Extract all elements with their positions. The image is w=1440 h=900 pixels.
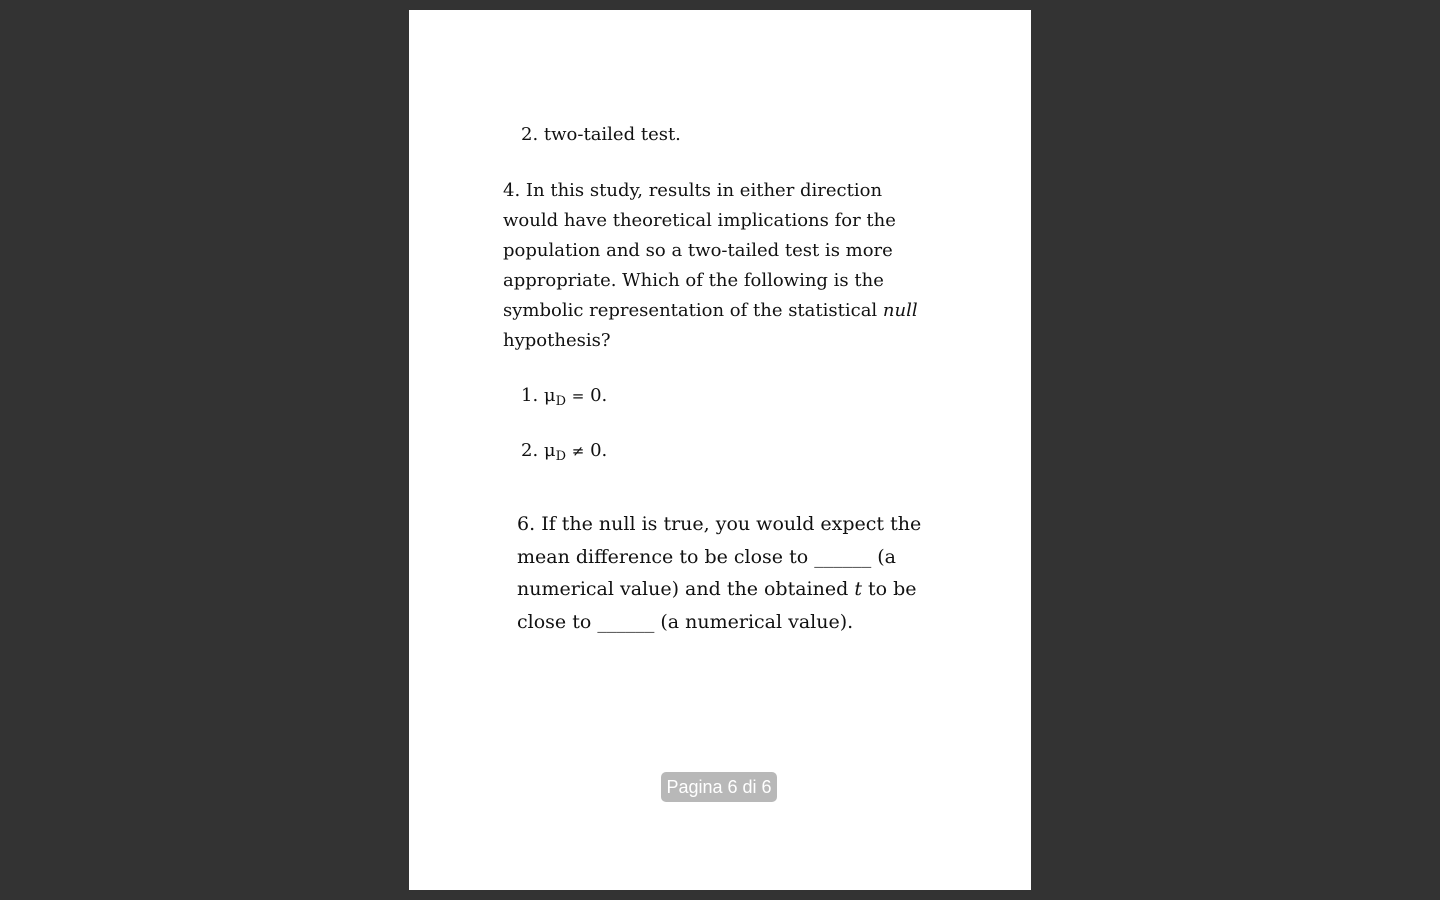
question-4-option-1 <box>521 385 608 409</box>
question-4-body-end: hypothesis? <box>503 330 611 351</box>
question-6-part2: (a numerical value) and the obtained <box>517 545 897 600</box>
document-page <box>409 10 1031 890</box>
question-4-number: 4. <box>503 180 521 201</box>
option-number: 2. <box>521 440 539 461</box>
mu-subscript: D <box>555 394 567 409</box>
question-6-part4: (a numerical value). <box>660 610 854 633</box>
question-6-text <box>517 508 957 638</box>
equals-operator: = <box>571 387 585 405</box>
question-6-number: 6. <box>517 513 536 535</box>
page-indicator: Pagina 6 di 6 <box>661 772 777 802</box>
mu-symbol: μ <box>543 385 556 406</box>
question-4-option-2 <box>521 440 608 464</box>
answer-blank-1: ______ <box>814 545 872 568</box>
question-4-body: In this study, results in either direction would have theoretical implications for the population and so a two-tailed test is more appropriate. Which of the following is the symbolic representation of the statistical <box>503 180 896 321</box>
option-value: 0. <box>590 440 608 461</box>
mu-symbol: μ <box>543 440 556 461</box>
prev-question-option-2: 2. two-tailed test. <box>521 124 681 145</box>
option-number: 1. <box>521 385 539 406</box>
question-4-italic-null: null <box>882 300 918 321</box>
question-6-part3: to be close to <box>517 578 917 633</box>
question-6-italic-t: t <box>854 578 862 600</box>
answer-blank-2: ______ <box>597 610 655 633</box>
question-4-text <box>503 176 923 356</box>
mu-subscript: D <box>555 449 567 464</box>
option-value: 0. <box>590 385 608 406</box>
question-6-part1: If the null is true, you would expect the mean difference to be close to <box>517 513 922 568</box>
not-equals-operator: ≠ <box>571 442 585 460</box>
